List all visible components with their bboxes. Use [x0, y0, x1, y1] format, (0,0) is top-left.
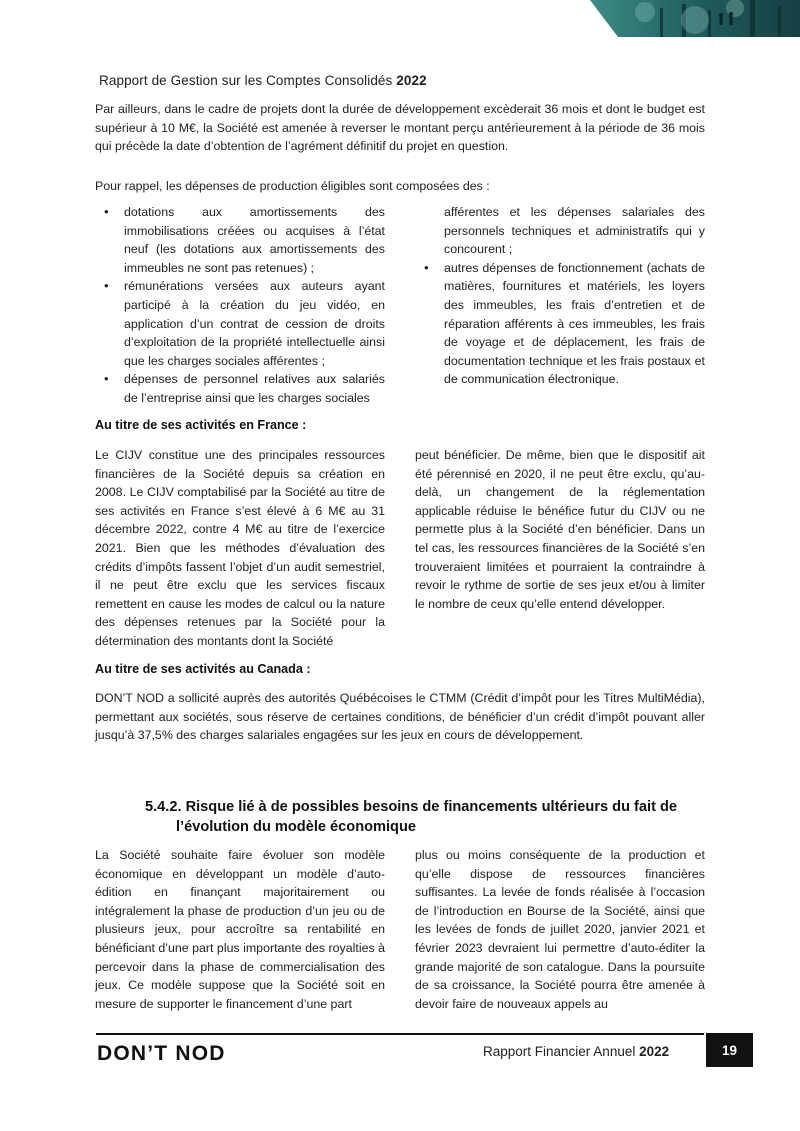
canada-section [95, 689, 705, 745]
section-title-542 [145, 797, 705, 837]
banner-illustration [590, 0, 800, 37]
france-right-column [415, 446, 705, 651]
expense-item: • rémunérations versées aux auteurs ayant participé à la création du jeu vidéo, en application d’un contrat de cession de droits d’exploitation de la propriété intellectuelle ainsi que les charges sociales afférentes ; [124, 277, 385, 370]
intro-section [95, 100, 705, 156]
page-number: 19 [706, 1033, 753, 1067]
expense-item: • dépenses de personnel relatives aux salariés de l’entreprise ainsi que les charges sociales [124, 370, 385, 407]
expenses-right-column [415, 203, 705, 408]
footer-report-title [483, 1044, 669, 1059]
running-header-year: 2022 [396, 73, 427, 88]
expenses-list-left [95, 203, 385, 408]
section-542-columns [95, 846, 705, 1013]
section-542-right-column [415, 846, 705, 1013]
dontnod-logo: DON’T NOD [97, 1042, 226, 1065]
france-left-column [95, 446, 385, 651]
section-542-paragraph-right: plus ou moins conséquente de la production et qu’elle dispose de ressources financières suffisantes. La levée de fonds réalisée à l’occasion de l’introduction en Bourse de la Société, ainsi que les levées de fonds de juillet 2020, janvier 2021 et février 2023 devraient lui permettre d’auto-éditer la grande majorité de son catalogue. Dans la poursuite de sa croissance, la Société pourra être amenée à devoir faire de nouveaux appels au [415, 848, 705, 1011]
intro-paragraph: Par ailleurs, dans le cadre de projets dont la durée de développement excèderait 36 mois et dont le budget est supérieur à 10 M€, la Société est amenée à reverser le montant perçu antérieurement à la période de 36 mois qui précède la date d’obtention de l’agrément définitif du projet en question. [95, 102, 705, 154]
section-title-line2: l’évolution du modèle économique [176, 819, 417, 835]
reminder-section [95, 177, 705, 196]
footer-report-name: Rapport Financier Annuel [483, 1044, 636, 1059]
expenses-list-right [415, 203, 705, 389]
france-heading: Au titre de ses activités en France : [95, 418, 307, 432]
header-banner-image [590, 0, 800, 37]
expense-item-continuation: afférentes et les dépenses salariales des personnels techniques et administratifs qui y concourent ; [444, 205, 705, 257]
section-542-paragraph-left: La Société souhaite faire évoluer son modèle économique en développant un modèle d’auto-édition en finançant majoritairement ou intégralement la phase de production d’un jeu ou de plusieurs jeux, pour accroître sa rentabilité en bénéficiant d’une part plus importante des royalties à percevoir dans la phase de commercialisation des jeux. Ce modèle suppose que la Société soit en mesure de supporter le financement d’une part [95, 848, 385, 1011]
expense-item: • dotations aux amortissements des immobilisations créées ou acquises à l’état neuf (les dotations aux amortissements des immeubles ne sont pas retenues) ; [124, 203, 385, 277]
france-paragraph-left: Le CIJV constitue une des principales ressources financières de la Société depuis sa création en 2008. Le CIJV comptabilisé par la Société au titre de ses activités en France s’est élevé à 6 M€ au 31 décembre 2022, contre 4 M€ au titre de l’exercice 2021. Bien que les méthodes d’évaluation des crédits d’impôts fassent l’objet d’un audit semestriel, il ne peut être exclu que les services fiscaux remettent en cause les modes de calcul ou la nature des dépenses retenues par la Société pour la détermination des montants dont la Société [95, 448, 385, 648]
france-paragraph-right: peut bénéficier. De même, bien que le dispositif ait été pérennisé en 2020, il ne peut être exclu, qu’au-delà, un changement de la réglementation applicable réduise le bénéfice futur du CIJV ou ne permette plus à la Société d’en bénéficier. Dans un tel cas, les ressources financières de la Société s’en trouveraient limitées et pourraient la contraindre à revoir le rythme de sortie de ses jeux et/ou à limiter le nombre de ceux qu’elle entend développer. [415, 448, 705, 611]
section-542-left-column [95, 846, 385, 1013]
expenses-columns [95, 203, 705, 408]
reminder-paragraph: Pour rappel, les dépenses de production éligibles sont composées des : [95, 179, 490, 193]
france-columns [95, 446, 705, 651]
running-header-title: Rapport de Gestion sur les Comptes Consolidés [99, 73, 393, 88]
expenses-left-column [95, 203, 385, 408]
footer-report-year: 2022 [639, 1044, 670, 1059]
footer-divider [96, 1033, 704, 1035]
running-header [99, 73, 427, 88]
canada-heading: Au titre de ses activités au Canada : [95, 662, 311, 676]
expense-item: • autres dépenses de fonctionnement (achats de matières, fournitures et matériels, les loyers des immeubles, les frais d’entretien et de réparation afférents à ces immeubles, les frais de voyage et de déplacement, les frais de documentation technique et les frais postaux et de communication électronique. [444, 259, 705, 389]
section-title-line1: 5.4.2. Risque lié à de possibles besoins de financements ultérieurs du fait de [145, 799, 678, 815]
canada-paragraph: DON’T NOD a sollicité auprès des autorités Québécoises le CTMM (Crédit d’impôt pour les Titres MultiMédia), permettant aux sociétés, sous réserve de certaines conditions, de bénéficier d’un crédit d’impôt pouvant aller jusqu’à 37,5% des charges salariales engagées sur les jeux en cours de développement. [95, 691, 705, 743]
